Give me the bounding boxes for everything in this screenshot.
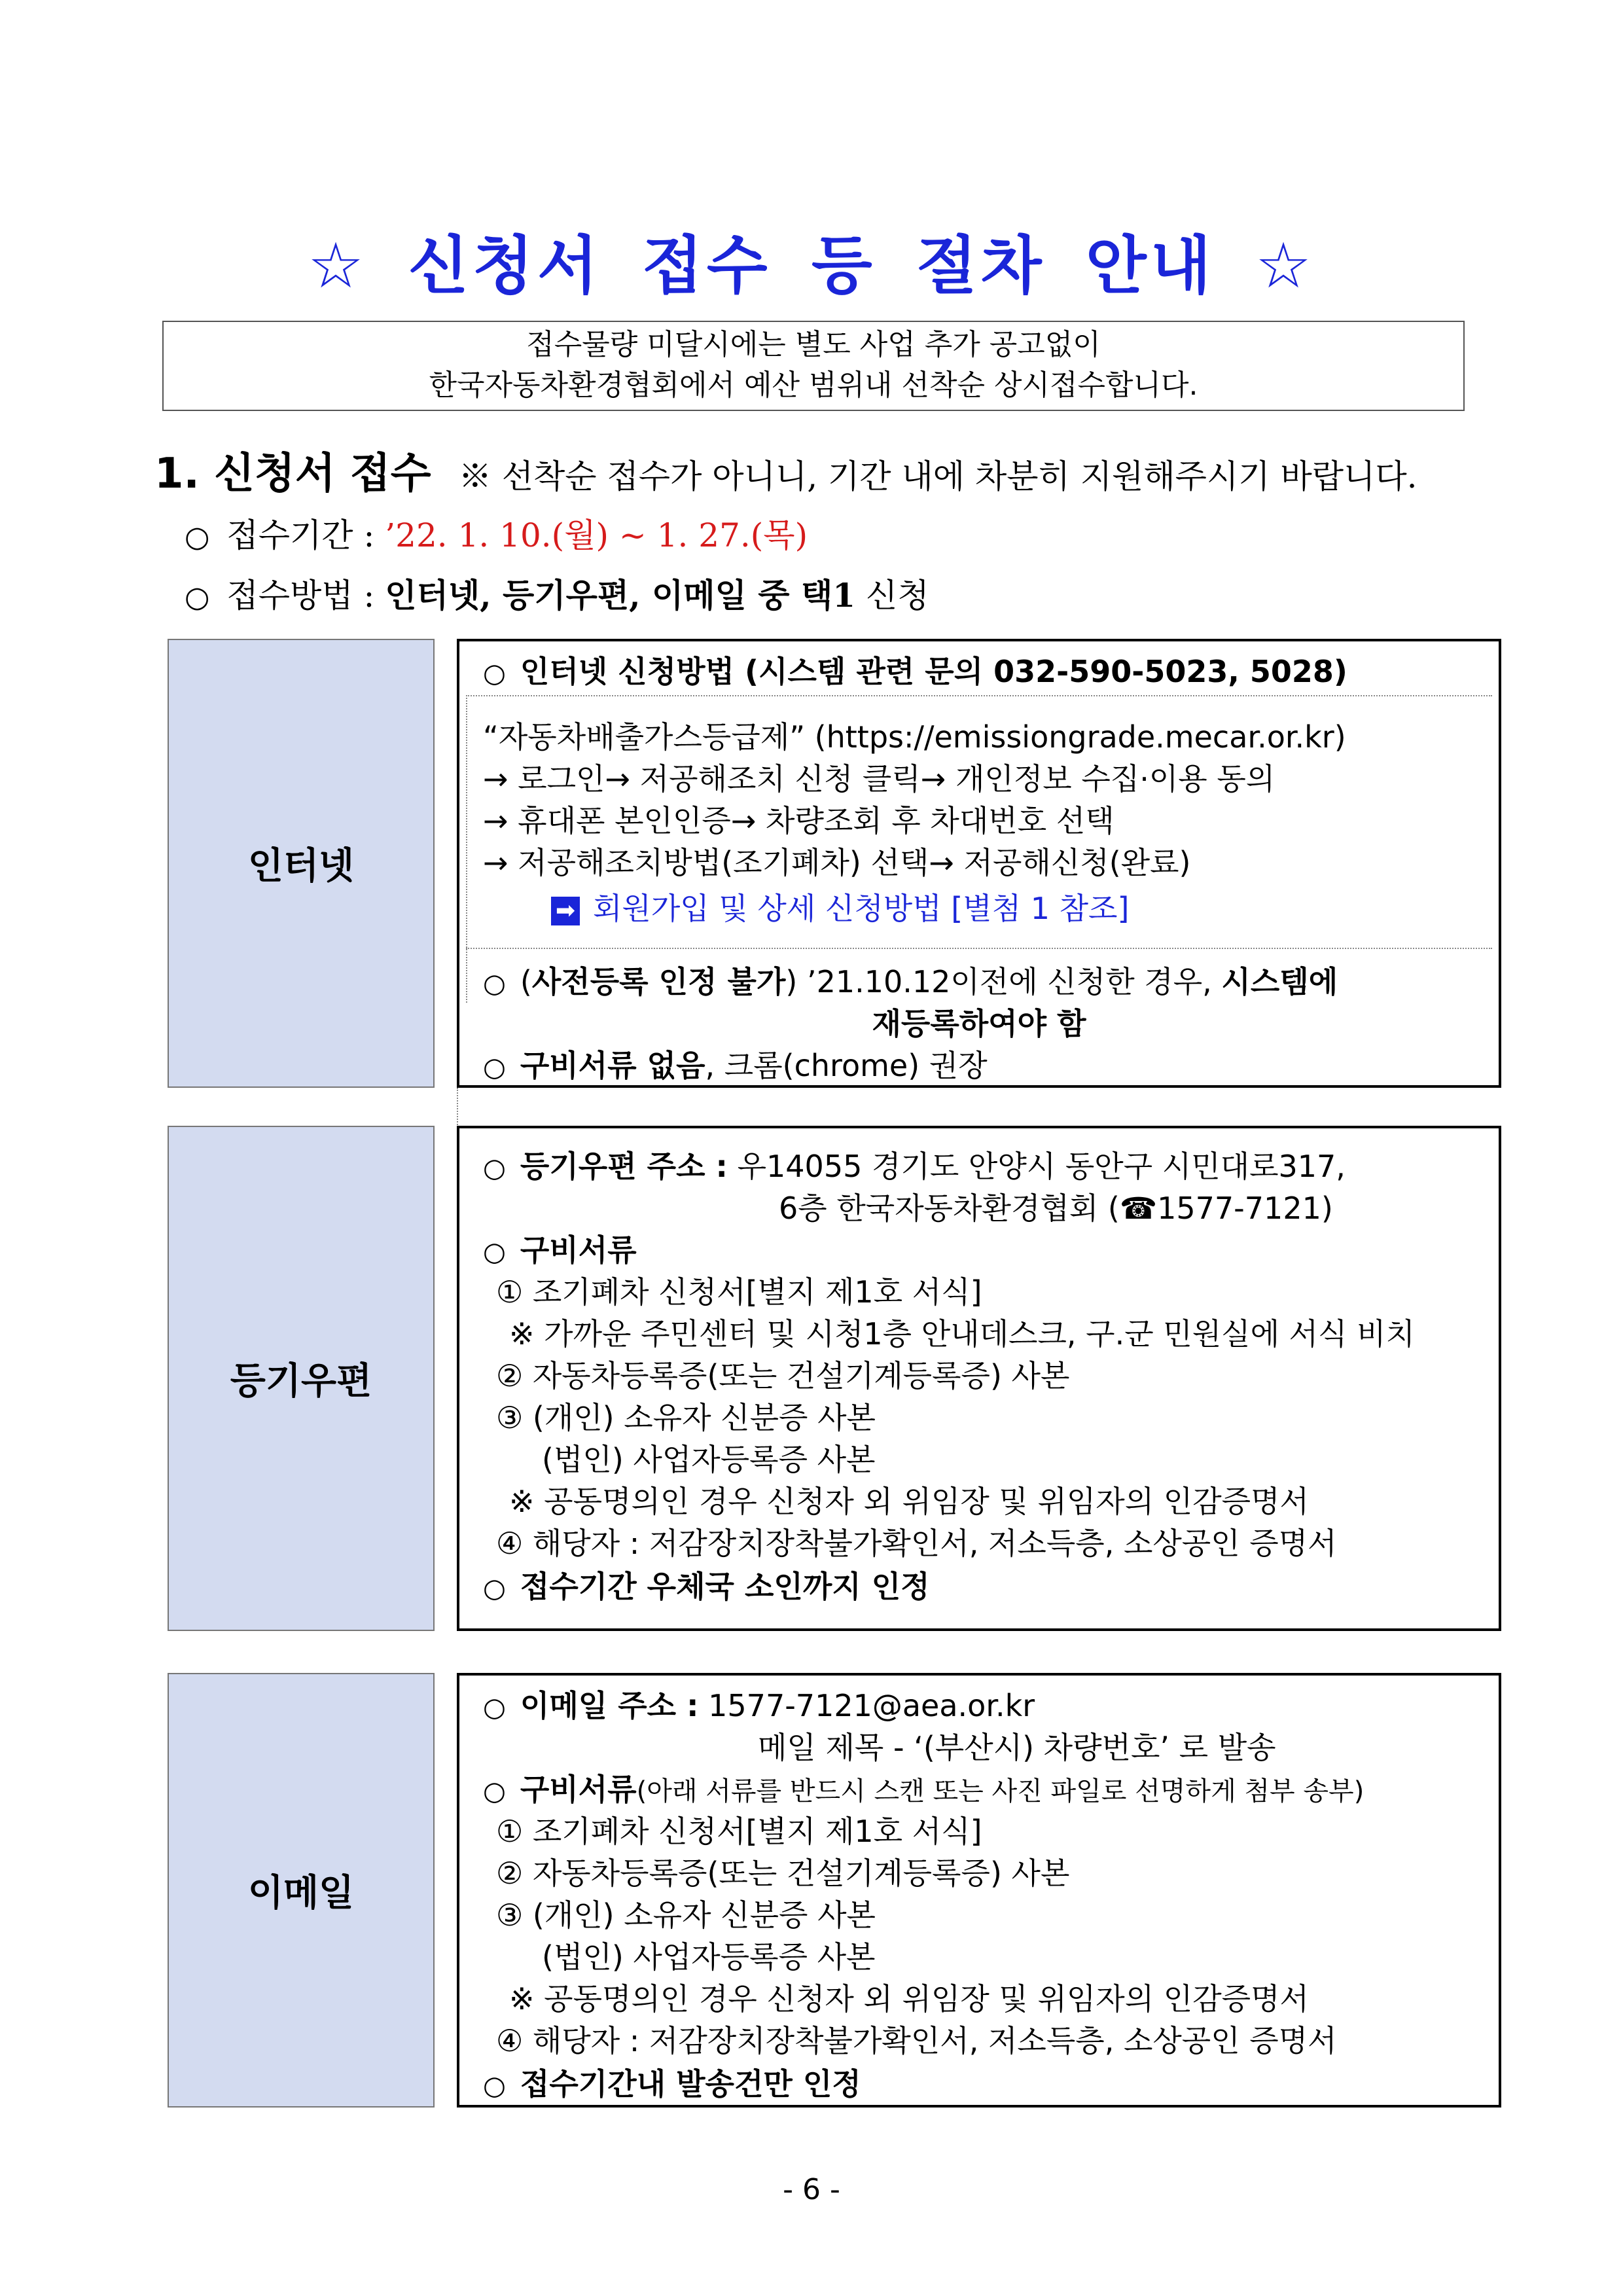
circle-bullet-icon: ○	[483, 1237, 506, 1267]
email-docs-label: 구비서류	[520, 1772, 637, 1807]
email-label	[168, 1673, 435, 2108]
internet-docs-line	[483, 1042, 988, 1085]
email-address-value[interactable]: 1577-7121@aea.or.kr	[708, 1688, 1035, 1723]
email-docs-note: (아래 서류를 반드시 스캔 또는 사진 파일로 선명하게 첨부 송부)	[636, 1776, 1364, 1806]
prereg-line-2: 재등록하여야 함	[872, 1006, 1086, 1041]
circle-bullet-icon: ○	[185, 581, 210, 614]
email-doc-item: ※ 공동명의인 경우 신청자 외 위임장 및 위임자의 인감증명서	[509, 1981, 1309, 2017]
notice-line-2: 한국자동차환경협회에서 예산 범위내 선착순 상시접수합니다.	[429, 368, 1198, 402]
internet-label	[168, 639, 435, 1088]
section-heading	[154, 440, 1418, 500]
email-label-text: 이메일	[247, 1872, 355, 1914]
page-title: ☆ 신청서 접수 등 절차 안내 ☆	[307, 229, 1316, 302]
circle-bullet-icon: ○	[185, 520, 210, 554]
mail-doc-item: ※ 공동명의인 경우 신청자 외 위임장 및 위임자의 인감증명서	[509, 1484, 1309, 1519]
mail-doc-item: ③ (개인) 소유자 신분증 사본	[496, 1400, 876, 1435]
email-doc-item: ④ 해당자 : 저감장치장착불가확인서, 저소득층, 소상공인 증명서	[496, 2023, 1337, 2058]
method-line	[185, 569, 929, 617]
mail-doc-item: ※ 가까운 주민센터 및 시청1층 안내데스크, 구.군 민원실에 서식 비치	[509, 1316, 1415, 1352]
section-title: 1. 신청서 접수	[154, 450, 431, 498]
email-box	[457, 1673, 1501, 2108]
email-doc-item: ① 조기폐차 신청서[별지 제1호 서식]	[496, 1814, 982, 1849]
signup-guide-text: 회원가입 및 상세 신청방법 [별첨 1 참조]	[593, 891, 1130, 926]
period-line	[185, 509, 808, 556]
email-subject-line: 메일 제목 - ‘(부산시) 차량번호’ 로 발송	[758, 1730, 1276, 1765]
method-suffix: 신청	[866, 577, 929, 615]
period-value: ’22. 1. 10.(월) ~ 1. 27.(목)	[385, 516, 808, 554]
email-address-line	[483, 1682, 1035, 1725]
circle-bullet-icon: ○	[483, 658, 506, 689]
internet-label-text: 인터넷	[247, 845, 355, 888]
prereg-open: (	[520, 964, 532, 999]
circle-bullet-icon: ○	[483, 969, 506, 999]
notice-line-1: 접수물량 미달시에는 별도 사업 추가 공고없이	[526, 328, 1101, 361]
notice-box	[162, 321, 1465, 411]
internet-docs-bold: 구비서류 없음	[520, 1048, 705, 1083]
email-doc-item: ③ (개인) 소유자 신분증 사본	[496, 1897, 876, 1933]
circle-bullet-icon: ○	[483, 1052, 506, 1083]
method-value: 인터넷, 등기우편, 이메일 중 택1	[385, 576, 856, 615]
email-period-line	[483, 2060, 861, 2104]
divider	[466, 695, 1492, 696]
circle-bullet-icon: ○	[483, 1153, 506, 1183]
prereg-bold: 사전등록 인정 불가	[531, 964, 786, 999]
section-note: ※ 선착순 접수가 아니니, 기간 내에 차분히 지원해주시기 바랍니다.	[458, 457, 1418, 495]
internet-step-line: “자동차배출가스등급제” (https://emissiongrade.mecar.or.kr)	[483, 719, 1346, 755]
period-label: 접수기간 :	[226, 516, 375, 554]
email-address-label: 이메일 주소 :	[520, 1688, 699, 1723]
circle-bullet-icon: ○	[483, 1776, 506, 1806]
signup-guide-link[interactable]	[551, 885, 1129, 928]
mail-label	[168, 1126, 435, 1631]
circle-bullet-icon: ○	[483, 1693, 506, 1723]
mail-address-value: 우14055 경기도 안양시 동안구 시민대로317,	[737, 1149, 1346, 1184]
mail-period-text: 접수기간 우체국 소인까지 인정	[520, 1569, 930, 1604]
mail-doc-item: ② 자동차등록증(또는 건설기계등록증) 사본	[496, 1358, 1070, 1393]
page-number: - 6 -	[783, 2173, 840, 2206]
mail-doc-item: ① 조기폐차 신청서[별지 제1호 서식]	[496, 1274, 982, 1310]
divider	[466, 948, 1492, 949]
method-label: 접수방법 :	[226, 577, 375, 615]
mail-doc-item: ④ 해당자 : 저감장치장착불가확인서, 저소득층, 소상공인 증명서	[496, 1526, 1337, 1561]
internet-header-text: 인터넷 신청방법 (시스템 관련 문의 032-590-5023, 5028)	[520, 654, 1347, 689]
mail-box	[457, 1126, 1501, 1631]
mail-period-line	[483, 1563, 930, 1606]
mail-docs-header	[483, 1227, 637, 1270]
internet-box	[457, 639, 1501, 1088]
prereg-mid: ) ’21.10.12이전에 신청한 경우,	[785, 964, 1212, 999]
arrow-right-icon: ➡	[551, 897, 580, 925]
email-doc-item: ② 자동차등록증(또는 건설기계등록증) 사본	[496, 1856, 1070, 1891]
internet-step-line: → 로그인→ 저공해조치 신청 클릭→ 개인정보 수집·이용 동의	[483, 761, 1275, 797]
internet-step-line: → 휴대폰 본인인증→ 차량조회 후 차대번호 선택	[483, 803, 1115, 838]
circle-bullet-icon: ○	[483, 2071, 506, 2101]
internet-docs-rest: , 크롬(chrome) 권장	[705, 1048, 988, 1083]
circle-bullet-icon: ○	[483, 1573, 506, 1604]
internet-header	[483, 648, 1347, 691]
internet-step-line: → 저공해조치방법(조기폐차) 선택→ 저공해신청(완료)	[483, 845, 1191, 880]
mail-docs-label: 구비서류	[520, 1232, 637, 1268]
mail-doc-item: (법인) 사업자등록증 사본	[542, 1442, 876, 1477]
email-docs-header	[483, 1766, 1364, 1809]
prereg-line	[483, 958, 1338, 1001]
mail-label-text: 등기우편	[230, 1360, 372, 1403]
email-period-text: 접수기간내 발송건만 인정	[520, 2066, 861, 2102]
divider	[457, 1088, 458, 1127]
mail-address-label: 등기우편 주소 :	[520, 1149, 728, 1184]
prereg-bold-2: 시스템에	[1221, 964, 1338, 999]
mail-address-line-2: 6층 한국자동차환경협회 (☎1577-7121)	[779, 1191, 1333, 1226]
divider	[466, 695, 467, 1003]
mail-address-line	[483, 1143, 1346, 1186]
email-doc-item: (법인) 사업자등록증 사본	[542, 1939, 876, 1975]
